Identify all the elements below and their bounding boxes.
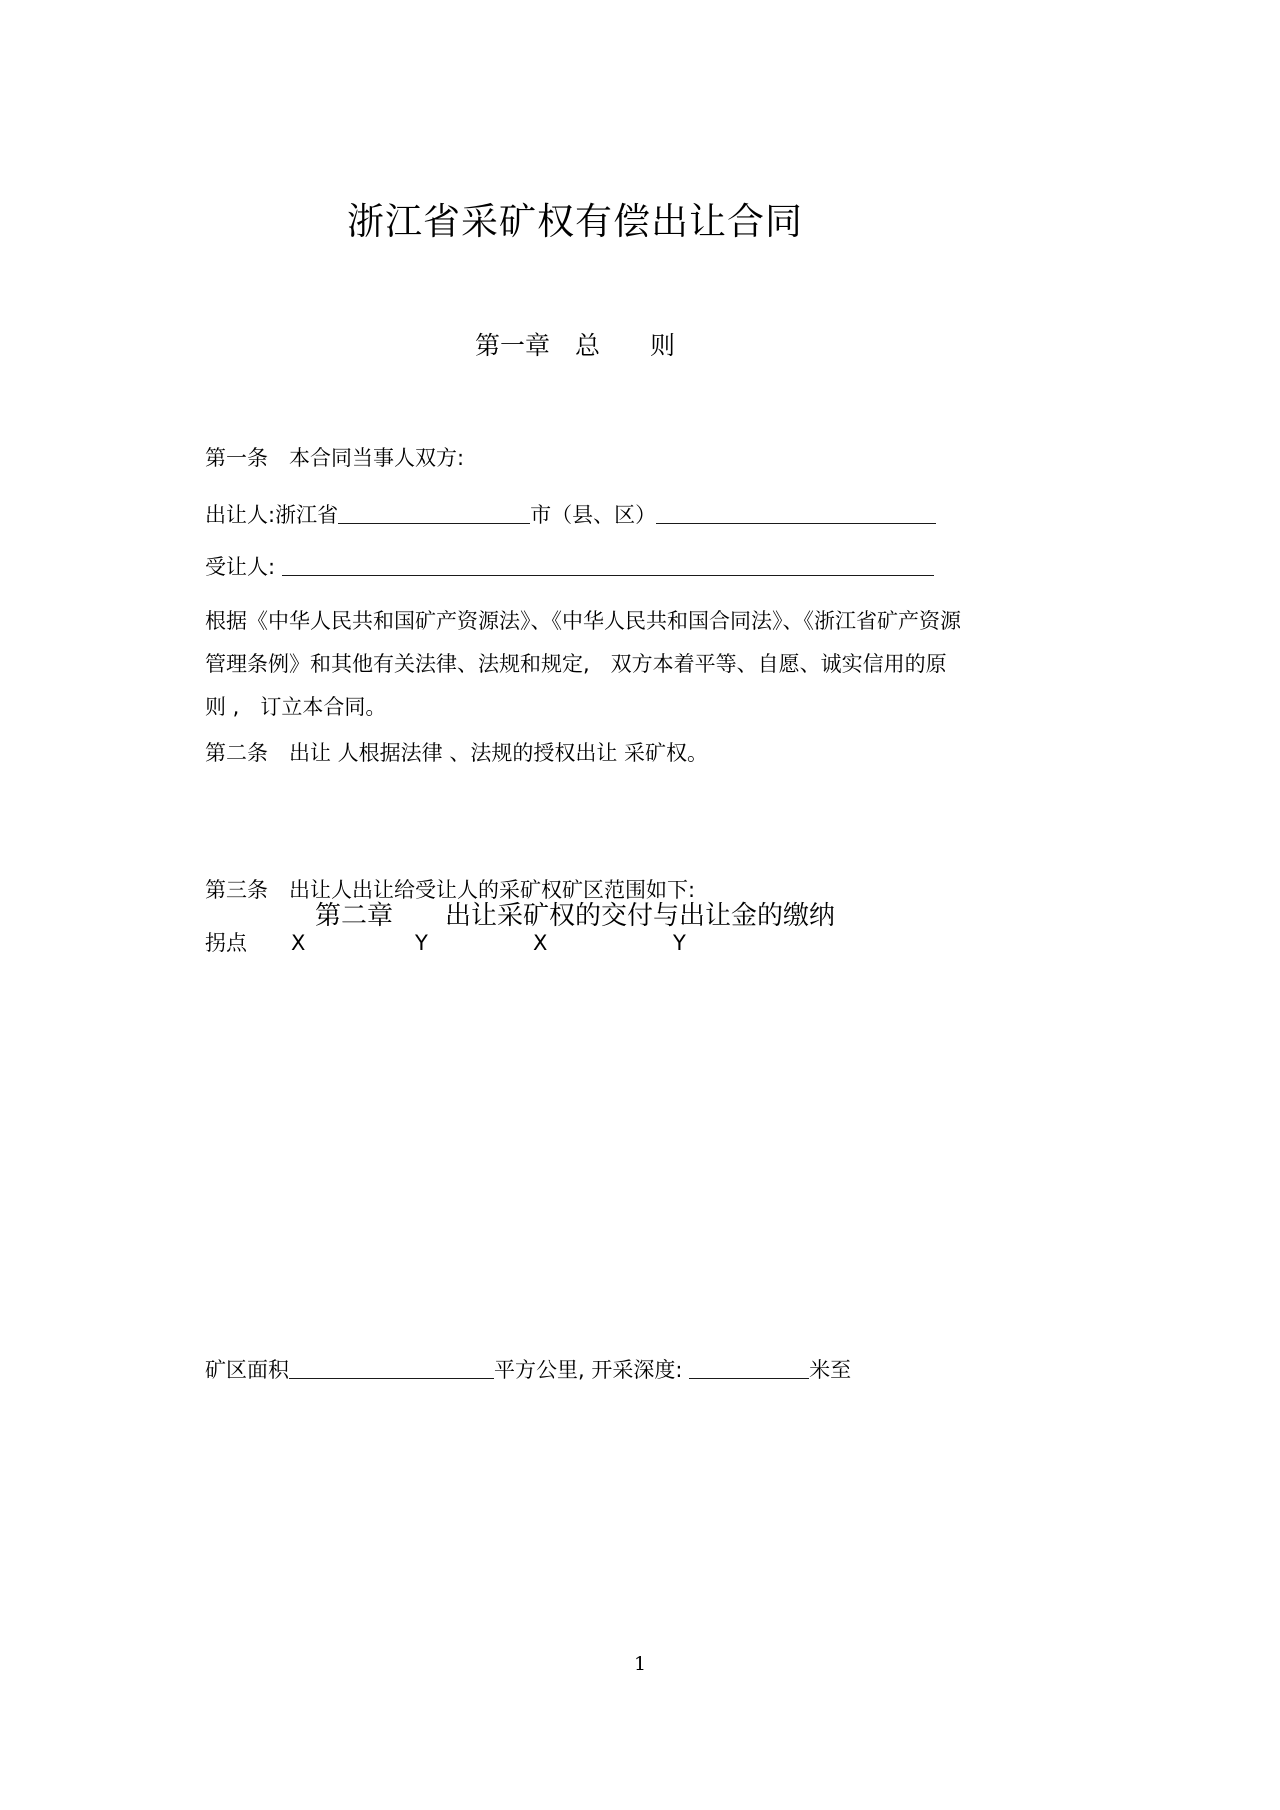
coordinate-column-y1: Y [415, 931, 428, 955]
mining-area-blank[interactable] [289, 1356, 494, 1379]
page-number: 1 [633, 1653, 647, 1675]
coordinate-column-x1: X [291, 931, 306, 955]
grantor-label: 出让人:浙江省 [205, 503, 339, 527]
chapter-heading-2: 第二章 出让采矿权的交付与出让金的缴纳 [314, 901, 835, 931]
grantor-city-suffix: 市（县、区） [530, 503, 657, 527]
mining-area-unit: 平方公里, [494, 1358, 585, 1382]
chapter-heading-1: 第一章 总 则 [474, 331, 675, 360]
grantor-line [205, 500, 965, 532]
page-title: 浙江省采矿权有偿出让合同 [347, 200, 803, 243]
article-1-text: 第一条 本合同当事人双方: [205, 446, 465, 470]
mining-area-label: 矿区面积 [205, 1358, 289, 1382]
preamble-line-3: 则 , 订立本合同。 [205, 695, 387, 719]
article-2-text: 第二条 出让 人根据法律 、法规的授权出让 采矿权。 [205, 741, 709, 765]
grantor-name-blank[interactable] [656, 501, 936, 524]
preamble-line-2: 管理条例》和其他有关法律、法规和规定, 双方本着平等、自愿、诚实信用的原 [205, 652, 947, 676]
article-3-text: 第三条 出让人出让给受让人的采矿权矿区范围如下: [205, 878, 696, 902]
coordinate-table-body[interactable] [205, 968, 945, 1344]
coordinate-table-header [205, 928, 965, 960]
grantee-name-blank[interactable] [282, 553, 934, 576]
coordinate-column-x2: X [533, 931, 548, 955]
mining-depth-label: 开采深度: [591, 1358, 683, 1382]
mining-area-line [205, 1355, 965, 1387]
grantee-label: 受让人: [205, 555, 276, 579]
mining-depth-blank[interactable] [689, 1356, 809, 1379]
coordinate-column-y2: Y [673, 931, 686, 955]
mining-depth-unit: 米至 [809, 1358, 852, 1382]
coordinate-corner-label: 拐点 [205, 931, 247, 955]
preamble-line-1: 根据《中华人民共和国矿产资源法》、《中华人民共和国合同法》、《浙江省矿产资源 [205, 609, 961, 633]
grantee-line [205, 552, 965, 584]
grantor-city-blank[interactable] [338, 501, 530, 524]
